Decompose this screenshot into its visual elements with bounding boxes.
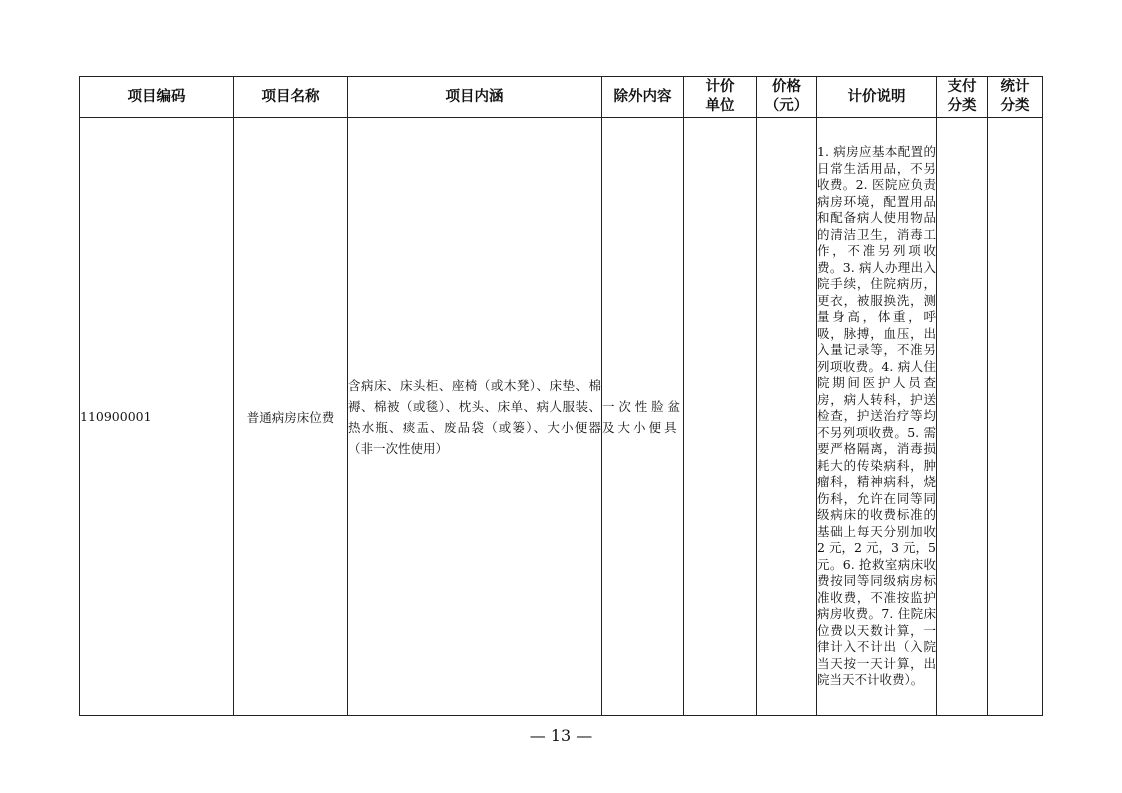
cell-code: 110900001 bbox=[80, 118, 234, 716]
header-payment-class-label: 支付 分类 bbox=[947, 79, 977, 114]
header-price bbox=[757, 77, 817, 118]
table-header-row bbox=[80, 77, 1043, 118]
cell-notes: 1. 病房应基本配置的日常生活用品，不另收费。2. 医院应负责病房环境，配置用品和配备病人使用物品的清洁卫生，消毒工作，不准另列项收费。3. 病人办理出入院手续，住院病历，更衣，被服换洗，测量身高，体重，呼吸，脉搏，血压，出入量记录等，不准另列项收费。4. 病人住院期间医护人员查房，病人转科，护送检查，护送治疗等均不另列项收费。5. 需要严格隔离，消毒损耗大的传染病科，肿瘤科，精神病科，烧伤科，允许在同等同级病床的收费标准的基础上每天分别加收 2 元，2 元，3 元，5 元。6. 抢救室病床收费按同等同级病房标准收费，不准按监护病房收费。7. 住院床位费以天数计算，一律计入不计出（入院当天按一天计算，出院当天不计收费）。 bbox=[817, 118, 937, 716]
table-row bbox=[80, 118, 1043, 716]
cell-unit bbox=[684, 118, 757, 716]
header-unit bbox=[684, 77, 757, 118]
header-stat-class bbox=[988, 77, 1043, 118]
cell-content: 含病床、床头柜、座椅（或木凳）、床垫、棉褥、棉被（或毯）、枕头、床单、病人服装、热水瓶、痰盂、废品袋（或篓）、大小便器（非一次性使用） bbox=[348, 118, 602, 716]
cell-price bbox=[757, 118, 817, 716]
cell-payment-class bbox=[937, 118, 988, 716]
header-notes: 计价说明 bbox=[817, 77, 937, 118]
header-payment-class bbox=[937, 77, 988, 118]
header-exclusions: 除外内容 bbox=[602, 77, 684, 118]
cell-exclusions: 一次性脸盆及大小便具 bbox=[602, 118, 684, 716]
cell-name: 普通病房床位费 bbox=[234, 118, 348, 716]
header-name: 项目名称 bbox=[234, 77, 348, 118]
page-number: — 13 — bbox=[529, 726, 593, 745]
header-content: 项目内涵 bbox=[348, 77, 602, 118]
fee-schedule-table bbox=[79, 76, 1043, 716]
header-code: 项目编码 bbox=[80, 77, 234, 118]
cell-stat-class bbox=[988, 118, 1043, 716]
header-price-label: 价格 （元） bbox=[764, 79, 809, 114]
header-stat-class-label: 统计 分类 bbox=[1000, 79, 1030, 114]
header-unit-label: 计价 单位 bbox=[705, 79, 735, 114]
